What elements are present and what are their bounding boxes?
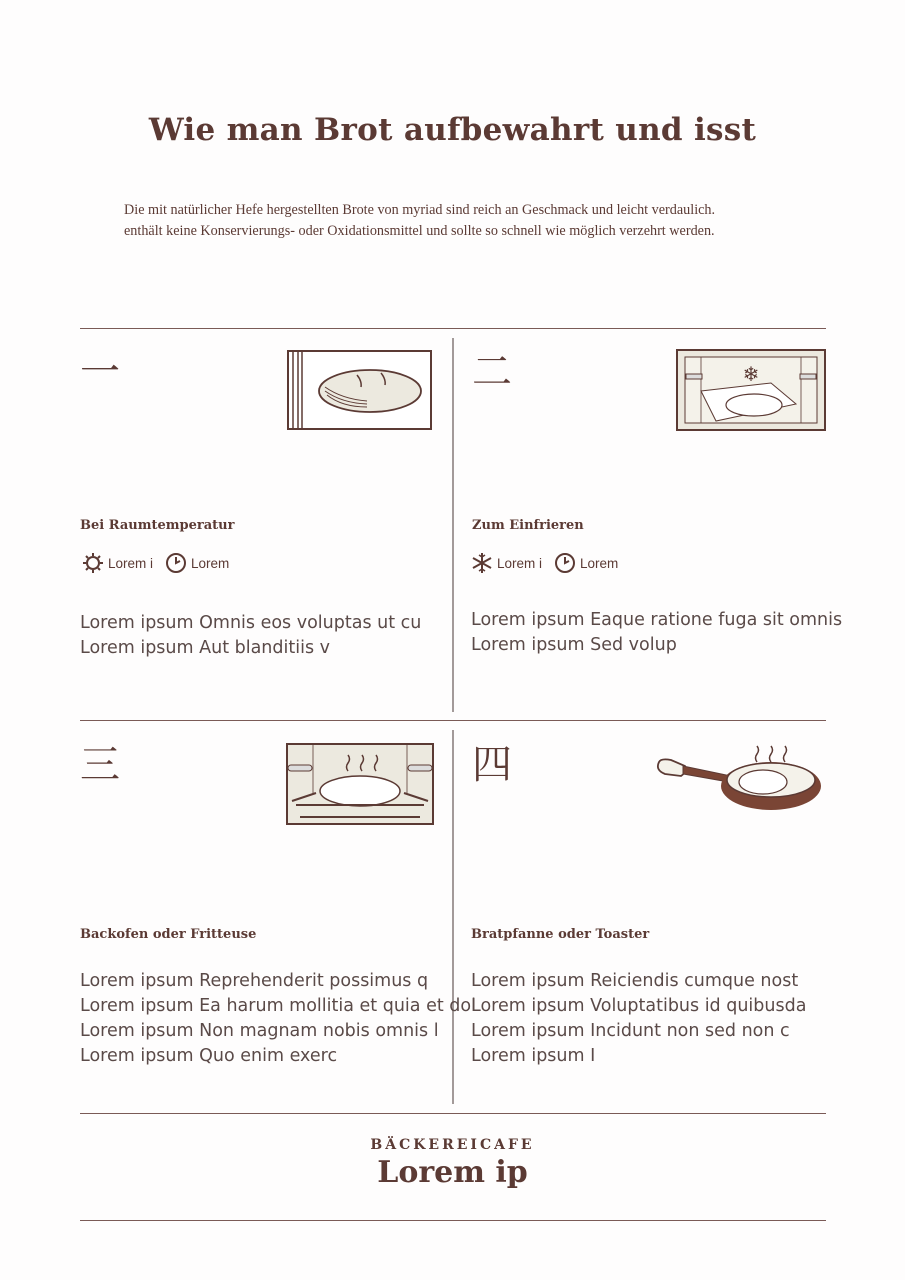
divider-bottom (80, 1113, 826, 1114)
section-body (80, 969, 476, 1069)
snowflake-icon (471, 552, 493, 574)
section-body (80, 611, 421, 661)
body-line: Lorem ipsum Reiciendis cumque nost (471, 971, 799, 991)
bread-in-freezer-illustration (676, 349, 826, 431)
section-numeral: 二 (472, 349, 512, 395)
bread-in-bag-illustration (287, 349, 433, 431)
footer-brand-label: BÄCKEREICAFE (370, 1137, 535, 1153)
page-title: Wie man Brot aufbewahrt und isst (148, 112, 757, 148)
clock-icon (165, 552, 187, 574)
section-numeral: 一 (80, 349, 120, 395)
section-numeral: 四 (472, 742, 512, 788)
section-heading: Bratpfanne oder Toaster (471, 927, 650, 942)
section-heading: Bei Raumtemperatur (80, 518, 235, 533)
body-line: Lorem ipsum I (471, 1046, 596, 1066)
body-line: Lorem ipsum Voluptatibus id quibusda (471, 996, 807, 1016)
bread-in-oven-illustration (286, 743, 434, 825)
divider-footer (80, 1220, 826, 1221)
body-line: Lorem ipsum Eaque ratione fuga sit omnis (471, 610, 843, 630)
section-body (471, 608, 842, 658)
body-line: Lorem ipsum Quo enim exerc (80, 1046, 338, 1066)
body-line: Lorem ipsum Sed volup (471, 635, 677, 655)
body-line: Lorem ipsum Reprehenderit possimus q (80, 971, 429, 991)
meta-label: Lorem (191, 555, 230, 571)
body-line: Lorem ipsum Ea harum mollitia et quia et dol (80, 996, 476, 1016)
intro-paragraph (124, 200, 804, 242)
section-heading: Zum Einfrieren (472, 518, 584, 533)
bread-in-pan-illustration (653, 742, 823, 816)
footer-brand-name: Lorem ip (377, 1155, 528, 1190)
intro-line: enthält keine Konservierungs- oder Oxidationsmittel und sollte so schnell wie möglich verzehrt werden. (124, 223, 715, 239)
body-line: Lorem ipsum Non magnam nobis omnis l (80, 1021, 439, 1041)
section-body (471, 969, 806, 1069)
intro-line: Die mit natürlicher Hefe hergestellten Brote von myriad sind reich an Geschmack und leicht verdaulich. (124, 202, 716, 218)
section-heading: Backofen oder Fritteuse (80, 927, 257, 942)
clock-icon (554, 552, 576, 574)
sun-icon (82, 552, 104, 574)
section-numeral: 三 (80, 742, 120, 788)
body-line: Lorem ipsum Omnis eos voluptas ut cu (80, 613, 422, 633)
divider-vertical-upper (452, 338, 454, 712)
divider-top (80, 328, 826, 329)
meta-label: Lorem i (497, 555, 543, 571)
section-meta (471, 552, 630, 574)
section-meta (82, 552, 241, 574)
body-line: Lorem ipsum Aut blanditiis v (80, 638, 330, 658)
body-line: Lorem ipsum Incidunt non sed non c (471, 1021, 790, 1041)
divider-middle (80, 720, 826, 721)
meta-label: Lorem (580, 555, 619, 571)
svg-text:❄: ❄ (742, 364, 760, 386)
meta-label: Lorem i (108, 555, 154, 571)
